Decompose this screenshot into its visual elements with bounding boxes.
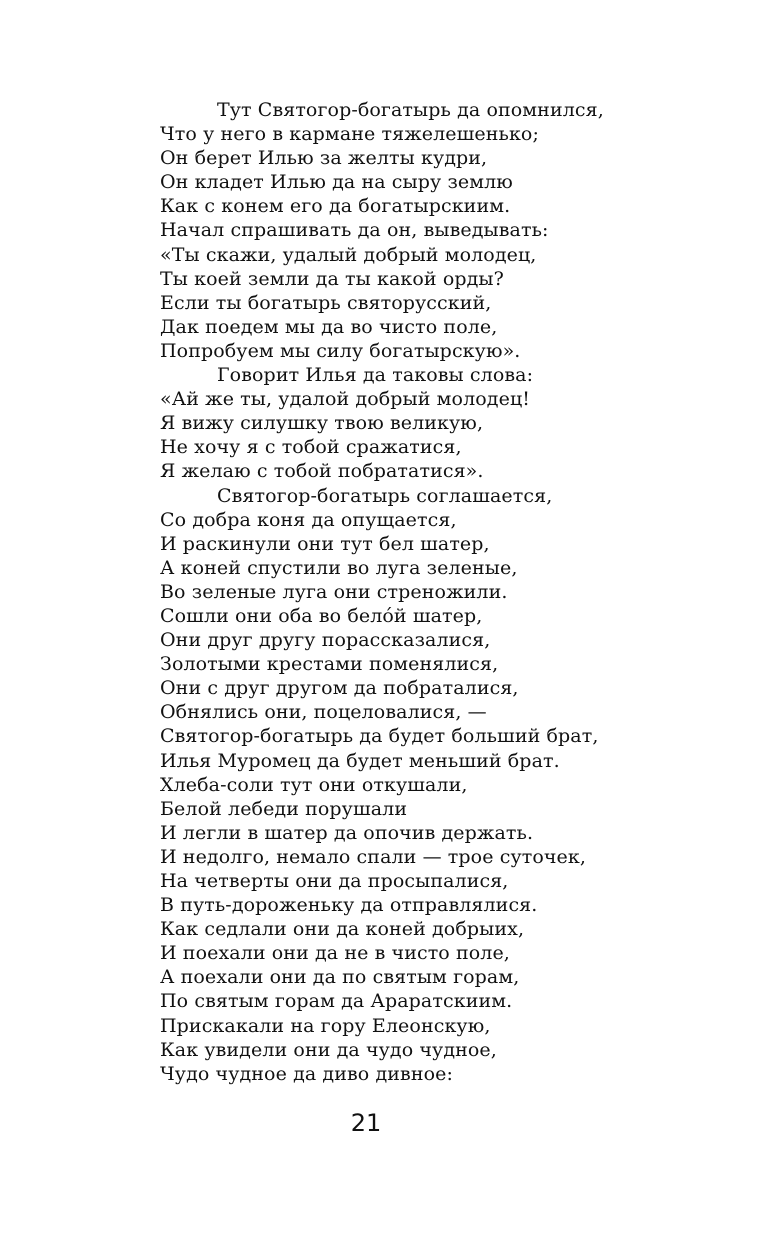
poem-line: Святогор-богатырь соглашается, <box>217 484 553 507</box>
poem-line: Как увидели они да чудо чудное, <box>160 1038 497 1061</box>
poem-line: «Ай же ты, удалой добрый молодец! <box>160 388 530 411</box>
poem-line: Если ты богатырь святорусский, <box>160 291 492 314</box>
poem-line: Они с друг другом да побраталися, <box>160 677 519 700</box>
poem-line: И недолго, немало спали — трое суточек, <box>160 845 586 868</box>
poem-line: Прискакали на гору Елеонскую, <box>160 1014 491 1037</box>
poem-line: Они друг другу порассказалися, <box>160 629 491 652</box>
poem-line: Говорит Илья да таковы слова: <box>217 364 534 387</box>
poem-line: Не хочу я с тобой сражатися, <box>160 436 462 459</box>
poem-line: Хлеба-соли тут они откушали, <box>160 773 468 796</box>
poem-line: И поехали они да не в чисто поле, <box>160 942 510 965</box>
poem-line: Что у него в кармане тяжелешенько; <box>160 123 539 146</box>
poem-line: Он кладет Илью да на сыру землю <box>160 171 513 194</box>
poem-text <box>160 98 720 1086</box>
poem-line: Дак поедем мы да во чисто поле, <box>160 315 498 338</box>
poem-line: Как с конем его да богатырскиим. <box>160 195 511 218</box>
page-number: 21 <box>350 1109 382 1137</box>
poem-line: Золотыми крестами поменялися, <box>160 653 499 676</box>
poem-line: По святым горам да Араратскиим. <box>160 990 513 1013</box>
poem-line: Как седлали они да коней добрыих, <box>160 918 525 941</box>
poem-line: Во зеленые луга они стреножили. <box>160 580 508 603</box>
poem-line: И легли в шатер да опочив держать. <box>160 821 534 844</box>
poem-line: На четверты они да просыпалися, <box>160 870 509 892</box>
poem-line: Я вижу силушку твою великую, <box>160 412 484 435</box>
poem-line: Обнялись они, поцеловалися, — <box>160 701 487 724</box>
poem-line: Чудо чудное да диво дивное: <box>160 1062 453 1085</box>
poem-line: Сошли они оба во бело́й шатер, <box>160 604 483 627</box>
poem-line: А поехали они да по святым горам, <box>160 966 520 989</box>
poem-line: Со добра коня да опущается, <box>160 508 457 531</box>
poem-line: Ты коей земли да ты какой орды? <box>160 267 504 290</box>
poem-line: Начал спрашивать да он, выведывать: <box>160 219 549 242</box>
poem-line: Попробуем мы силу богатырскую». <box>160 339 521 362</box>
poem-line: В путь-дороженьку да отправлялися. <box>160 894 538 917</box>
poem-line: Илья Муромец да будет меньший брат. <box>160 749 560 772</box>
poem-line: Белой лебеди порушали <box>160 797 408 820</box>
poem-line: «Ты скажи, удалый добрый молодец, <box>160 243 537 266</box>
poem-line: Он берет Илью за желты кудри, <box>160 147 488 170</box>
poem-line: Святогор-богатырь да будет больший брат, <box>160 725 599 748</box>
poem-line: Я желаю с тобой побрататися». <box>160 460 484 483</box>
poem-line: Тут Святогор-богатырь да опомнился, <box>217 99 604 121</box>
poem-line: И раскинули они тут бел шатер, <box>160 532 490 555</box>
poem-line: А коней спустили во луга зеленые, <box>160 556 518 579</box>
